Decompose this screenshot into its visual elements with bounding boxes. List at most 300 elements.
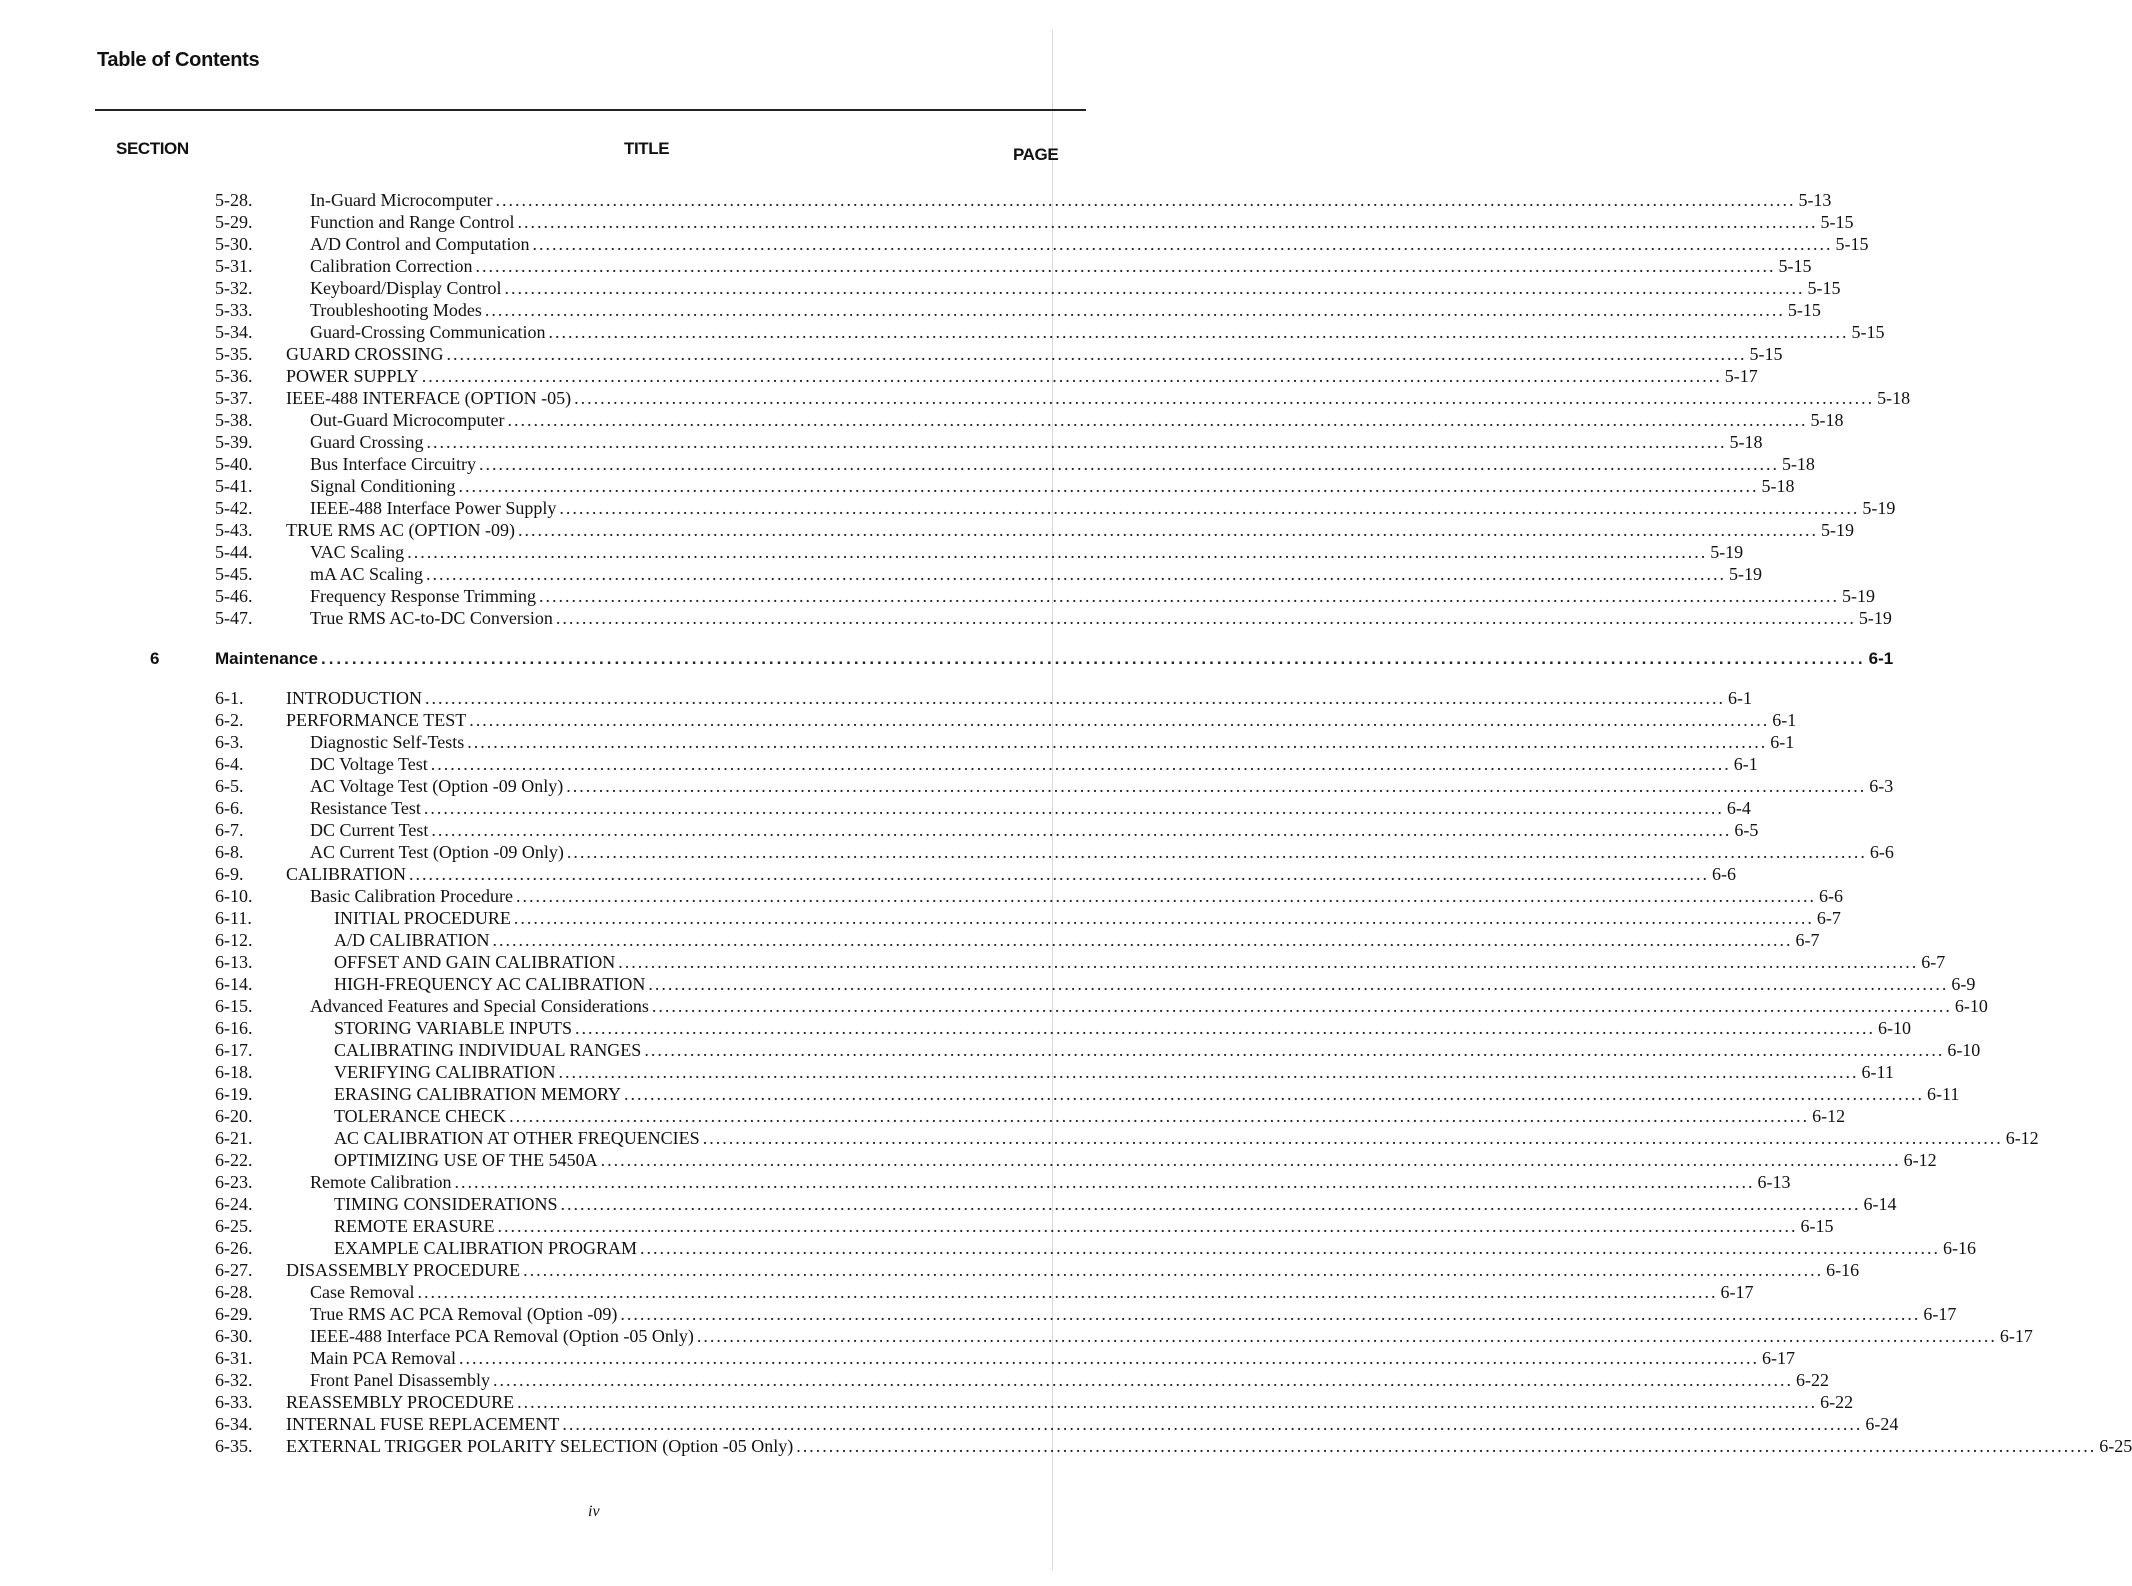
entry-page: 6-7 bbox=[1816, 908, 1841, 928]
entry-page: 6-6 bbox=[1869, 842, 1894, 862]
entry-title: INITIAL PROCEDURE bbox=[334, 908, 511, 928]
toc-row[interactable] bbox=[0, 951, 1946, 973]
leader-dots: ........................................................................................................................................................................................................ bbox=[459, 1348, 1760, 1368]
entry-body bbox=[310, 431, 1763, 453]
leader-dots: ........................................................................................................................................................................................................ bbox=[518, 520, 1819, 540]
leader-dots: ........................................................................................................................................................................................................ bbox=[620, 1304, 1921, 1324]
entry-body bbox=[286, 343, 1783, 365]
entry-body bbox=[334, 1149, 1937, 1171]
entry-number: 5-31. bbox=[215, 256, 253, 276]
leader-dots: ........................................................................................................................................................................................................ bbox=[513, 908, 1814, 928]
toc-row[interactable] bbox=[0, 1061, 1894, 1083]
entry-body bbox=[286, 1259, 1860, 1281]
entry-number: 5-40. bbox=[215, 454, 253, 474]
entry-title: Diagnostic Self-Tests bbox=[310, 732, 465, 752]
toc-row[interactable] bbox=[0, 1039, 1981, 1061]
entry-page: 6-7 bbox=[1795, 930, 1820, 950]
toc-row[interactable] bbox=[0, 1149, 1937, 1171]
toc-group-chapter-6 bbox=[0, 687, 2132, 1457]
entry-body bbox=[286, 1413, 1899, 1435]
toc-row[interactable] bbox=[0, 819, 1759, 841]
entry-number: 5-28. bbox=[215, 190, 253, 210]
entry-body bbox=[334, 1193, 1897, 1215]
entry-number: 6-28. bbox=[215, 1282, 253, 1302]
entry-page: 6-11 bbox=[1861, 1062, 1894, 1082]
entry-body bbox=[286, 1391, 1854, 1413]
entry-number: 5-35. bbox=[215, 344, 253, 364]
leader-dots: ........................................................................................................................................................................................................ bbox=[509, 1106, 1810, 1126]
entry-page: 6-12 bbox=[2005, 1128, 2039, 1148]
toc-row[interactable] bbox=[0, 365, 1758, 387]
column-header-title: TITLE bbox=[624, 139, 670, 158]
toc-row[interactable] bbox=[0, 1413, 1899, 1435]
toc-row[interactable] bbox=[0, 1281, 1754, 1303]
entry-body bbox=[286, 519, 1855, 541]
entry-page: 6-16 bbox=[1826, 1260, 1860, 1280]
toc-row[interactable] bbox=[0, 563, 1763, 585]
leader-dots: ........................................................................................................................................................................................................ bbox=[618, 952, 1919, 972]
entry-body bbox=[310, 453, 1815, 475]
entry-title: PERFORMANCE TEST bbox=[286, 710, 467, 730]
entry-title: Function and Range Control bbox=[310, 212, 515, 232]
toc-row[interactable] bbox=[0, 775, 1894, 797]
entry-page: 6-11 bbox=[1927, 1084, 1960, 1104]
leader-dots: ........................................................................................................................................................................................................ bbox=[644, 1040, 1945, 1060]
entry-number: 6-31. bbox=[215, 1348, 253, 1368]
entry-title: Bus Interface Circuitry bbox=[310, 454, 476, 474]
entry-title: IEEE-488 Interface PCA Removal (Option -05 Only) bbox=[310, 1326, 694, 1346]
entry-page: 5-15 bbox=[1807, 278, 1841, 298]
entry-title: REASSEMBLY PROCEDURE bbox=[286, 1392, 515, 1412]
entry-title: Basic Calibration Procedure bbox=[310, 886, 513, 906]
entry-number: 6-35. bbox=[215, 1436, 253, 1456]
leader-dots: ........................................................................................................................................................................................................ bbox=[600, 1150, 1901, 1170]
leader-dots: ........................................................................................................................................................................................................ bbox=[566, 842, 1867, 862]
leader-dots: ........................................................................................................................................................................................................ bbox=[796, 1436, 2097, 1456]
entry-page: 6-1 bbox=[1733, 754, 1758, 774]
entry-number: 5-47. bbox=[215, 608, 253, 628]
entry-number: 6-7. bbox=[215, 820, 244, 840]
toc-row[interactable] bbox=[0, 1435, 2132, 1457]
entry-title: Guard-Crossing Communication bbox=[310, 322, 546, 342]
page-folio: iv bbox=[588, 1503, 600, 1520]
entry-title: Calibration Correction bbox=[310, 256, 473, 276]
toc-row[interactable] bbox=[0, 731, 1795, 753]
toc-row[interactable] bbox=[0, 585, 1876, 607]
toc-row[interactable] bbox=[0, 1083, 1960, 1105]
entry-number: 6-4. bbox=[215, 754, 244, 774]
entry-page: 5-15 bbox=[1778, 256, 1812, 276]
toc-chapter-row[interactable] bbox=[0, 648, 1894, 670]
toc-row[interactable] bbox=[0, 519, 1855, 541]
entry-page: 6-12 bbox=[1903, 1150, 1937, 1170]
entry-body bbox=[286, 709, 1797, 731]
entry-page: 5-15 bbox=[1851, 322, 1885, 342]
entry-body bbox=[310, 885, 1843, 907]
toc-row[interactable] bbox=[0, 211, 1854, 233]
toc-row[interactable] bbox=[0, 431, 1763, 453]
entry-body bbox=[310, 189, 1832, 211]
entry-number: 6-20. bbox=[215, 1106, 253, 1126]
leader-dots: ........................................................................................................................................................................................................ bbox=[517, 1392, 1818, 1412]
entry-title: TIMING CONSIDERATIONS bbox=[334, 1194, 558, 1214]
entry-page: 5-19 bbox=[1842, 586, 1876, 606]
entry-title: STORING VARIABLE INPUTS bbox=[334, 1018, 573, 1038]
entry-body bbox=[334, 1017, 1912, 1039]
leader-dots: ........................................................................................................................................................................................................ bbox=[559, 498, 1860, 518]
entry-body bbox=[310, 541, 1744, 563]
entry-number: 5-33. bbox=[215, 300, 253, 320]
entry-title: DC Voltage Test bbox=[310, 754, 428, 774]
entry-body bbox=[334, 1215, 1834, 1237]
leader-dots: ........................................................................................................................................................................................................ bbox=[495, 190, 1796, 210]
leader-dots: ........................................................................................................................................................................................................ bbox=[423, 798, 1724, 818]
toc-row[interactable] bbox=[0, 1215, 1834, 1237]
entry-body bbox=[310, 475, 1795, 497]
toc-row[interactable] bbox=[0, 1391, 1854, 1413]
entry-title: VAC Scaling bbox=[310, 542, 405, 562]
toc-row[interactable] bbox=[0, 387, 1911, 409]
entry-title: IEEE-488 Interface Power Supply bbox=[310, 498, 557, 518]
entry-title: ERASING CALIBRATION MEMORY bbox=[334, 1084, 622, 1104]
entry-number: 5-45. bbox=[215, 564, 253, 584]
entry-title: Remote Calibration bbox=[310, 1172, 452, 1192]
entry-body bbox=[310, 1171, 1791, 1193]
entry-page: 6-13 bbox=[1757, 1172, 1791, 1192]
entry-number: 6-34. bbox=[215, 1414, 253, 1434]
entry-page: 6-5 bbox=[1734, 820, 1759, 840]
entry-number: 6-21. bbox=[215, 1128, 253, 1148]
toc-row[interactable] bbox=[0, 1325, 2033, 1347]
entry-body bbox=[310, 255, 1812, 277]
leader-dots: ........................................................................................................................................................................................................ bbox=[467, 732, 1768, 752]
entry-page: 6-25 bbox=[2099, 1436, 2132, 1456]
entry-number: 6-33. bbox=[215, 1392, 253, 1412]
entry-page: 5-19 bbox=[1729, 564, 1763, 584]
entry-number: 6-1. bbox=[215, 688, 244, 708]
toc-row[interactable] bbox=[0, 607, 1892, 629]
leader-dots: ........................................................................................................................................................................................................ bbox=[640, 1238, 1941, 1258]
entry-page: 6-6 bbox=[1818, 886, 1843, 906]
entry-body bbox=[334, 1237, 1977, 1259]
entry-body bbox=[334, 1127, 2039, 1149]
entry-number: 6-23. bbox=[215, 1172, 253, 1192]
toc-row[interactable] bbox=[0, 1193, 1897, 1215]
entry-title: Case Removal bbox=[310, 1282, 415, 1302]
leader-dots: ........................................................................................................................................................................................................ bbox=[504, 278, 1805, 298]
entry-title: CALIBRATING INDIVIDUAL RANGES bbox=[334, 1040, 642, 1060]
toc-row[interactable] bbox=[0, 1347, 1796, 1369]
column-header-section: SECTION bbox=[116, 139, 189, 158]
entry-number: 5-43. bbox=[215, 520, 253, 540]
entry-page: 6-10 bbox=[1954, 996, 1988, 1016]
toc-row[interactable] bbox=[0, 687, 1752, 709]
toc-row[interactable] bbox=[0, 885, 1843, 907]
entry-number: 6-17. bbox=[215, 1040, 253, 1060]
leader-dots: ........................................................................................................................................................................................................ bbox=[426, 432, 1727, 452]
entry-title: DC Current Test bbox=[310, 820, 429, 840]
toc-row[interactable] bbox=[0, 343, 1783, 365]
toc-row[interactable] bbox=[0, 1237, 1977, 1259]
entry-title: Advanced Features and Special Considerations bbox=[310, 996, 649, 1016]
entry-title: True RMS AC-to-DC Conversion bbox=[310, 608, 553, 628]
leader-dots: ........................................................................................................................................................................................................ bbox=[558, 1062, 1859, 1082]
entry-body bbox=[310, 1281, 1754, 1303]
entry-body bbox=[310, 1369, 1829, 1391]
entry-page: 5-18 bbox=[1810, 410, 1844, 430]
entry-page: 6-1 bbox=[1772, 710, 1797, 730]
toc-row[interactable] bbox=[0, 929, 1820, 951]
leader-dots: ........................................................................................................................................................................................................ bbox=[696, 1326, 1997, 1346]
entry-number: 5-41. bbox=[215, 476, 253, 496]
entry-page: 6-14 bbox=[1863, 1194, 1897, 1214]
entry-body bbox=[334, 1105, 1846, 1127]
toc-row[interactable] bbox=[0, 233, 1869, 255]
entry-title: HIGH-FREQUENCY AC CALIBRATION bbox=[334, 974, 646, 994]
toc-row[interactable] bbox=[0, 907, 1841, 929]
entry-page: 5-18 bbox=[1781, 454, 1815, 474]
entry-page: 6-17 bbox=[1762, 1348, 1796, 1368]
entry-body bbox=[310, 819, 1759, 841]
toc-row[interactable] bbox=[0, 541, 1744, 563]
entry-title: Out-Guard Microcomputer bbox=[310, 410, 505, 430]
entry-body bbox=[286, 387, 1911, 409]
entry-number: 6-26. bbox=[215, 1238, 253, 1258]
entry-page: 5-15 bbox=[1820, 212, 1854, 232]
chapter-page: 6-1 bbox=[1868, 649, 1894, 668]
toc-row[interactable] bbox=[0, 475, 1795, 497]
toc-row[interactable] bbox=[0, 863, 1736, 885]
leader-dots: ........................................................................................................................................................................................................ bbox=[424, 688, 1725, 708]
chapter-title: Maintenance bbox=[215, 649, 318, 668]
chapter-entry bbox=[215, 648, 1894, 670]
entry-number: 6-14. bbox=[215, 974, 253, 994]
header-rule bbox=[95, 109, 1086, 111]
leader-dots: ........................................................................................................................................................................................................ bbox=[320, 649, 1866, 668]
leader-dots: ........................................................................................................................................................................................................ bbox=[492, 930, 1793, 950]
entry-number: 6-16. bbox=[215, 1018, 253, 1038]
toc-row[interactable] bbox=[0, 1259, 1860, 1281]
toc-row[interactable] bbox=[0, 995, 1988, 1017]
leader-dots: ........................................................................................................................................................................................................ bbox=[532, 234, 1833, 254]
entry-page: 6-17 bbox=[1999, 1326, 2033, 1346]
chapter-number: 6 bbox=[150, 649, 160, 668]
toc-row[interactable] bbox=[0, 973, 1976, 995]
leader-dots: ........................................................................................................................................................................................................ bbox=[574, 388, 1875, 408]
entry-title: mA AC Scaling bbox=[310, 564, 424, 584]
entry-page: 5-19 bbox=[1858, 608, 1892, 628]
entry-title: VERIFYING CALIBRATION bbox=[334, 1062, 556, 1082]
leader-dots: ........................................................................................................................................................................................................ bbox=[417, 1282, 1718, 1302]
entry-page: 6-10 bbox=[1878, 1018, 1912, 1038]
entry-body bbox=[310, 585, 1876, 607]
toc-row[interactable] bbox=[0, 1369, 1829, 1391]
entry-number: 6-15. bbox=[215, 996, 253, 1016]
entry-body bbox=[286, 1435, 2132, 1457]
entry-title: Main PCA Removal bbox=[310, 1348, 457, 1368]
leader-dots: ........................................................................................................................................................................................................ bbox=[566, 776, 1867, 796]
entry-title: REMOTE ERASURE bbox=[334, 1216, 495, 1236]
entry-title: TRUE RMS AC (OPTION -09) bbox=[286, 520, 516, 540]
entry-number: 6-24. bbox=[215, 1194, 253, 1214]
leader-dots: ........................................................................................................................................................................................................ bbox=[497, 1216, 1798, 1236]
entry-title: AC CALIBRATION AT OTHER FREQUENCIES bbox=[334, 1128, 700, 1148]
toc-row[interactable] bbox=[0, 797, 1751, 819]
leader-dots: ........................................................................................................................................................................................................ bbox=[560, 1194, 1861, 1214]
entry-number: 5-42. bbox=[215, 498, 253, 518]
toc-group-chapter-5 bbox=[0, 189, 1911, 629]
entry-body bbox=[334, 907, 1841, 929]
entry-number: 6-27. bbox=[215, 1260, 253, 1280]
toc-row[interactable] bbox=[0, 753, 1758, 775]
entry-body bbox=[334, 973, 1976, 995]
entry-body bbox=[310, 211, 1854, 233]
entry-page: 6-9 bbox=[1951, 974, 1976, 994]
entry-title: AC Current Test (Option -09 Only) bbox=[310, 842, 564, 862]
entry-page: 5-19 bbox=[1862, 498, 1896, 518]
toc-row[interactable] bbox=[0, 453, 1815, 475]
entry-number: 5-46. bbox=[215, 586, 253, 606]
entry-page: 5-17 bbox=[1724, 366, 1758, 386]
leader-dots: ........................................................................................................................................................................................................ bbox=[409, 864, 1709, 884]
entry-page: 5-15 bbox=[1835, 234, 1869, 254]
entry-page: 5-15 bbox=[1787, 300, 1821, 320]
entry-title: Signal Conditioning bbox=[310, 476, 456, 496]
leader-dots: ........................................................................................................................................................................................................ bbox=[478, 454, 1779, 474]
entry-body bbox=[286, 687, 1752, 709]
entry-number: 6-30. bbox=[215, 1326, 253, 1346]
leader-dots: ........................................................................................................................................................................................................ bbox=[493, 1370, 1793, 1390]
entry-body bbox=[310, 563, 1763, 585]
leader-dots: ........................................................................................................................................................................................................ bbox=[548, 322, 1849, 342]
leader-dots: ........................................................................................................................................................................................................ bbox=[507, 410, 1808, 430]
entry-number: 5-29. bbox=[215, 212, 253, 232]
leader-dots: ........................................................................................................................................................................................................ bbox=[426, 564, 1727, 584]
entry-page: 6-6 bbox=[1712, 864, 1736, 884]
entry-number: 5-32. bbox=[215, 278, 253, 298]
toc-row[interactable] bbox=[0, 409, 1844, 431]
toc-row[interactable] bbox=[0, 255, 1812, 277]
entry-body bbox=[310, 299, 1821, 321]
entry-title: In-Guard Microcomputer bbox=[310, 190, 493, 210]
entry-title: INTERNAL FUSE REPLACEMENT bbox=[286, 1414, 560, 1434]
entry-page: 5-15 bbox=[1749, 344, 1783, 364]
entry-body bbox=[310, 1303, 1957, 1325]
entry-number: 6-10. bbox=[215, 886, 253, 906]
toc-row[interactable] bbox=[0, 841, 1894, 863]
entry-body bbox=[310, 233, 1869, 255]
entry-title: Resistance Test bbox=[310, 798, 421, 818]
entry-body bbox=[310, 497, 1896, 519]
leader-dots: ........................................................................................................................................................................................................ bbox=[446, 344, 1747, 364]
leader-dots: ........................................................................................................................................................................................................ bbox=[517, 212, 1818, 232]
entry-number: 6-6. bbox=[215, 798, 244, 818]
toc-row[interactable] bbox=[0, 1017, 1912, 1039]
entry-body bbox=[310, 731, 1795, 753]
entry-number: 5-39. bbox=[215, 432, 253, 452]
entry-body bbox=[310, 277, 1841, 299]
toc-row[interactable] bbox=[0, 1127, 2039, 1149]
leader-dots: ........................................................................................................................................................................................................ bbox=[458, 476, 1759, 496]
entry-body bbox=[334, 1039, 1981, 1061]
entry-number: 6-18. bbox=[215, 1062, 253, 1082]
entry-title: GUARD CROSSING bbox=[286, 344, 444, 364]
toc-row[interactable] bbox=[0, 1171, 1791, 1193]
entry-body bbox=[334, 1061, 1894, 1083]
entry-number: 5-38. bbox=[215, 410, 253, 430]
entry-number: 6-8. bbox=[215, 842, 244, 862]
entry-number: 5-30. bbox=[215, 234, 253, 254]
leader-dots: ........................................................................................................................................................................................................ bbox=[624, 1084, 1925, 1104]
entry-number: 6-11. bbox=[215, 908, 252, 928]
entry-number: 6-25. bbox=[215, 1216, 253, 1236]
entry-body bbox=[310, 797, 1751, 819]
entry-number: 6-12. bbox=[215, 930, 253, 950]
entry-title: Guard Crossing bbox=[310, 432, 424, 452]
leader-dots: ........................................................................................................................................................................................................ bbox=[702, 1128, 2003, 1148]
entry-number: 5-34. bbox=[215, 322, 253, 342]
entry-body bbox=[310, 841, 1894, 863]
entry-body bbox=[310, 1347, 1796, 1369]
leader-dots: ........................................................................................................................................................................................................ bbox=[407, 542, 1708, 562]
toc-row[interactable] bbox=[0, 321, 1885, 343]
leader-dots: ........................................................................................................................................................................................................ bbox=[539, 586, 1840, 606]
entry-title: OPTIMIZING USE OF THE 5450A bbox=[334, 1150, 598, 1170]
leader-dots: ........................................................................................................................................................................................................ bbox=[575, 1018, 1876, 1038]
entry-page: 5-18 bbox=[1761, 476, 1795, 496]
entry-page: 5-19 bbox=[1821, 520, 1855, 540]
entry-number: 5-44. bbox=[215, 542, 253, 562]
entry-body bbox=[334, 929, 1820, 951]
leader-dots: ........................................................................................................................................................................................................ bbox=[431, 820, 1732, 840]
entry-body bbox=[310, 753, 1758, 775]
leader-dots: ........................................................................................................................................................................................................ bbox=[469, 710, 1770, 730]
leader-dots: ........................................................................................................................................................................................................ bbox=[555, 608, 1856, 628]
entry-title: OFFSET AND GAIN CALIBRATION bbox=[334, 952, 616, 972]
entry-page: 5-19 bbox=[1710, 542, 1744, 562]
toc-row[interactable] bbox=[0, 1105, 1846, 1127]
entry-number: 5-37. bbox=[215, 388, 253, 408]
leader-dots: ........................................................................................................................................................................................................ bbox=[484, 300, 1785, 320]
toc-row[interactable] bbox=[0, 277, 1841, 299]
entry-number: 6-22. bbox=[215, 1150, 253, 1170]
entry-page: 6-3 bbox=[1869, 776, 1894, 796]
entry-title: EXTERNAL TRIGGER POLARITY SELECTION (Option -05 Only) bbox=[286, 1436, 794, 1456]
entry-number: 6-2. bbox=[215, 710, 244, 730]
entry-number: 6-19. bbox=[215, 1084, 253, 1104]
entry-body bbox=[310, 321, 1885, 343]
entry-page: 6-1 bbox=[1770, 732, 1795, 752]
toc-row[interactable] bbox=[0, 1303, 1957, 1325]
entry-page: 5-13 bbox=[1798, 190, 1832, 210]
column-header-page: PAGE bbox=[1013, 145, 1059, 164]
toc-row[interactable] bbox=[0, 497, 1896, 519]
entry-page: 6-1 bbox=[1727, 688, 1752, 708]
entry-body bbox=[310, 775, 1894, 797]
entry-title: EXAMPLE CALIBRATION PROGRAM bbox=[334, 1238, 638, 1258]
entry-title: AC Voltage Test (Option -09 Only) bbox=[310, 776, 564, 796]
entry-body bbox=[334, 1083, 1960, 1105]
leader-dots: ........................................................................................................................................................................................................ bbox=[651, 996, 1952, 1016]
entry-title: TOLERANCE CHECK bbox=[334, 1106, 507, 1126]
entry-title: CALIBRATION bbox=[286, 864, 406, 884]
entry-number: 6-32. bbox=[215, 1370, 253, 1390]
toc-row[interactable] bbox=[0, 189, 1832, 211]
toc-row[interactable] bbox=[0, 299, 1821, 321]
toc-row[interactable] bbox=[0, 709, 1797, 731]
entry-number: 6-5. bbox=[215, 776, 244, 796]
leader-dots: ........................................................................................................................................................................................................ bbox=[523, 1260, 1824, 1280]
